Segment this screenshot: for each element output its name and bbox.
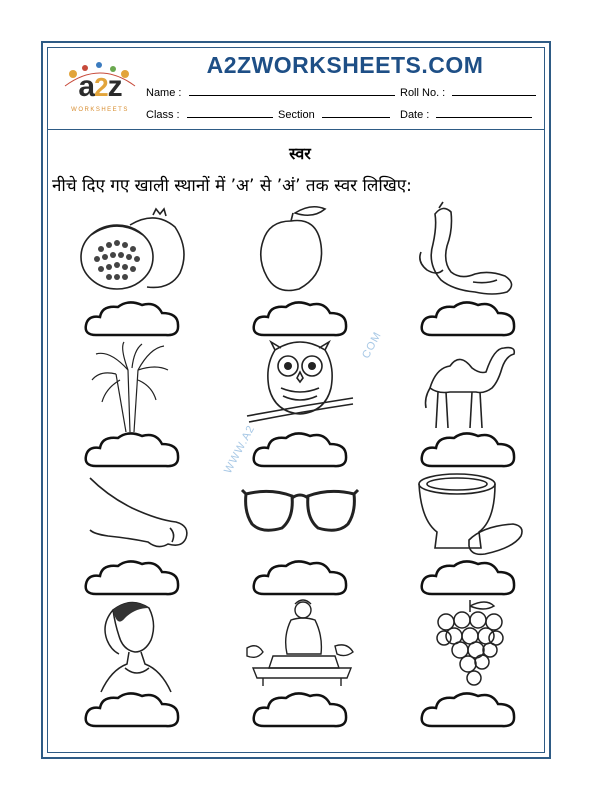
site-logo: [55, 60, 145, 120]
tamarind-icon: [413, 200, 523, 298]
worksheet-title: स्वर: [289, 144, 311, 163]
logo-letter-a: a: [78, 70, 95, 103]
roll-label: Roll No. :: [400, 87, 446, 99]
mortar-pestle-icon: [413, 470, 525, 560]
answer-cloud[interactable]: [250, 556, 350, 600]
class-label: Class :: [146, 109, 180, 121]
mango-icon: [255, 203, 330, 295]
logo-digit-2: 2: [94, 72, 108, 102]
name-label: Name :: [146, 87, 182, 99]
answer-cloud[interactable]: [418, 556, 518, 600]
class-field[interactable]: [187, 107, 273, 118]
watermark-top: COM: [360, 329, 385, 361]
answer-cloud[interactable]: [82, 556, 182, 600]
logo-text: [55, 70, 145, 104]
sugarcane-icon: [90, 340, 170, 435]
woman-icon: [95, 598, 175, 694]
spectacles-icon: [240, 484, 360, 542]
roll-field-row: [400, 85, 536, 99]
watermark-mid: WWW.A2: [222, 423, 258, 476]
answer-cloud[interactable]: [418, 297, 518, 341]
header-divider: [47, 129, 545, 130]
answer-cloud[interactable]: [418, 428, 518, 472]
section-field[interactable]: [322, 107, 390, 118]
logo-letter-z: z: [107, 70, 122, 103]
section-label: Section: [278, 109, 315, 121]
heel-icon: [88, 472, 193, 552]
roll-field[interactable]: [452, 85, 536, 96]
logo-subtitle: WORKSHEETS: [71, 107, 129, 113]
date-field[interactable]: [436, 107, 532, 118]
section-field-row: [278, 107, 390, 121]
date-label: Date :: [400, 109, 430, 121]
date-field-row: [400, 107, 532, 121]
pomegranate-icon: [75, 205, 190, 295]
grapes-icon: [430, 598, 510, 688]
owl-icon: [245, 336, 355, 428]
name-field[interactable]: [189, 85, 395, 96]
class-field-row: [146, 107, 273, 121]
answer-cloud[interactable]: [250, 428, 350, 472]
answer-cloud[interactable]: [418, 688, 518, 732]
name-field-row: [146, 85, 395, 99]
sage-icon: [243, 596, 358, 688]
answer-cloud[interactable]: [250, 297, 350, 341]
answer-cloud[interactable]: [82, 428, 182, 472]
answer-cloud[interactable]: [82, 297, 182, 341]
camel-icon: [420, 338, 520, 433]
answer-cloud[interactable]: [82, 688, 182, 732]
answer-cloud[interactable]: [250, 688, 350, 732]
worksheet-instruction: नीचे दिए गए खाली स्थानों में ’अ’ से ’अं’ तक स्वर लिखिए:: [52, 176, 412, 196]
site-title: A2ZWORKSHEETS.COM: [206, 52, 484, 78]
